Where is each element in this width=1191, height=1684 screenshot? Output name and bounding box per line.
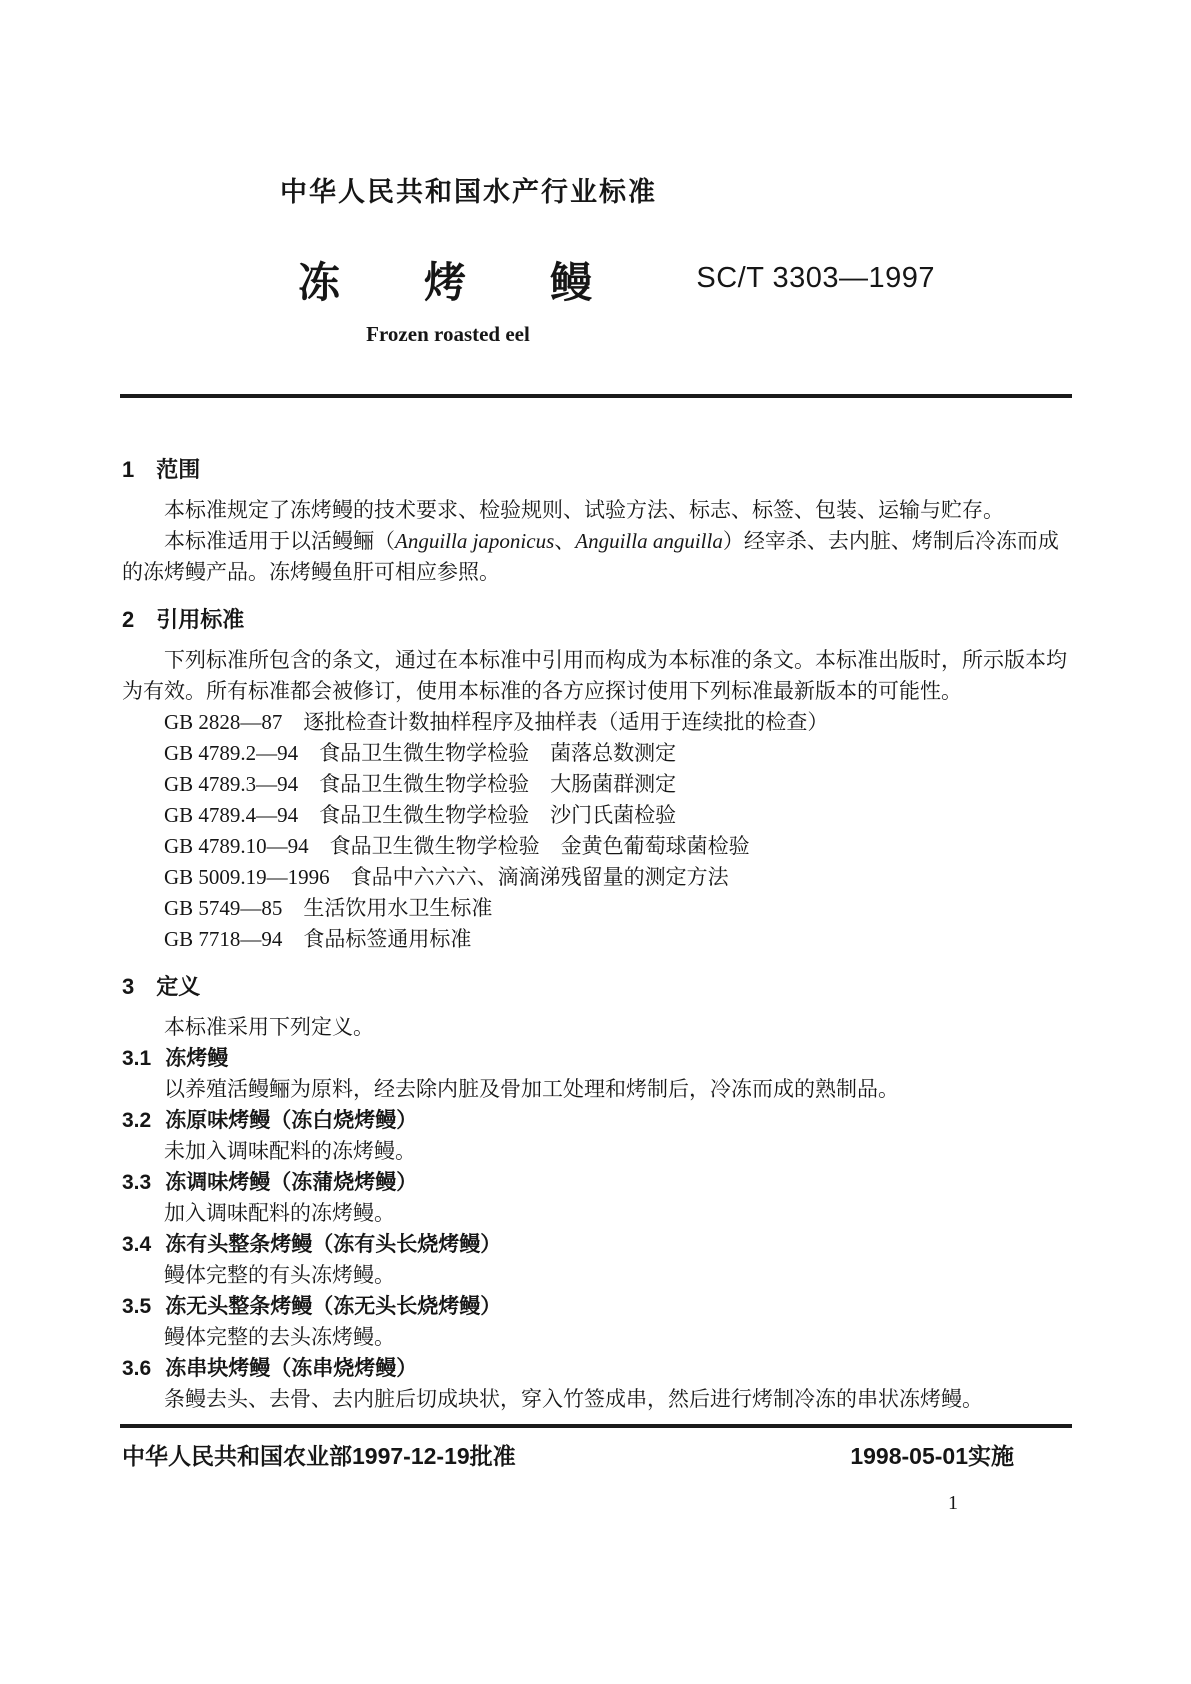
reference-item: GB 5749—85 生活饮用水卫生标准 <box>164 896 493 920</box>
definition-body: 鳗体完整的有头冻烤鳗。 <box>164 1263 395 1287</box>
scope-p2-tail: ）经宰杀、去内脏、烤制后冷冻而成的冻烤鳗产品。冻烤鳗鱼肝可相应参照。 <box>122 529 1059 584</box>
definition-number: 3.6 <box>122 1357 152 1380</box>
definition-term <box>122 1105 1072 1136</box>
references-intro: 下列标准所包含的条文，通过在本标准中引用而构成为本标准的条文。本标准出版时，所示版本均为有效。所有标准都会被修订，使用本标准的各方应探讨使用下列标准最新版本的可能性。 <box>122 648 1067 703</box>
reference-item: GB 4789.10—94 食品卫生微生物学检验 金黄色葡萄球菌检验 <box>164 834 750 858</box>
approval-note: 中华人民共和国农业部1997-12-19批准 <box>122 1443 516 1469</box>
definition-term <box>122 1353 1072 1384</box>
section-2-heading: 2 引用标准 <box>122 607 245 632</box>
reference-item: GB 5009.19—1996 食品中六六六、滴滴涕残留量的测定方法 <box>164 865 729 889</box>
definition-term <box>122 1229 1072 1260</box>
definition-term-label: 冻有头整条烤鳗（冻有头长烧烤鳗） <box>165 1233 502 1256</box>
scope-paragraph-2 <box>122 526 1072 588</box>
definition-term-label: 冻串块烤鳗（冻串烧烤鳗） <box>165 1357 418 1380</box>
definition-body: 以养殖活鳗鲡为原料，经去除内脏及骨加工处理和烤制后，冷冻而成的熟制品。 <box>164 1077 899 1101</box>
latin-species-name-2: Anguilla anguilla <box>575 529 723 553</box>
definition-body: 加入调味配料的冻烤鳗。 <box>164 1201 395 1225</box>
reference-item: GB 2828—87 逐批检查计数抽样程序及抽样表（适用于连续批的检查） <box>164 710 829 734</box>
header-rule <box>120 394 1072 398</box>
definition-term-label: 冻烤鳗 <box>165 1047 229 1070</box>
document-title-cn: 冻 烤 鳗 <box>298 259 593 306</box>
definition-term <box>122 1043 1072 1074</box>
section-3-heading: 3 定义 <box>122 974 201 999</box>
document-title-en: Frozen roasted eel <box>366 322 530 346</box>
definitions-intro: 本标准采用下列定义。 <box>164 1015 374 1039</box>
section-1-heading: 1 范围 <box>122 457 201 482</box>
reference-item: GB 7718—94 食品标签通用标准 <box>164 927 472 951</box>
definition-body: 鳗体完整的去头冻烤鳗。 <box>164 1325 395 1349</box>
definition-body: 条鳗去头、去骨、去内脏后切成块状，穿入竹签成串，然后进行烤制冷冻的串状冻烤鳗。 <box>164 1387 983 1411</box>
footer <box>122 1438 1014 1471</box>
definition-term <box>122 1291 1072 1322</box>
definition-number: 3.3 <box>122 1171 152 1194</box>
page-number: 1 <box>948 1492 958 1514</box>
implementation-note: 1998-05-01实施 <box>850 1443 1014 1469</box>
definition-term-label: 冻调味烤鳗（冻蒲烧烤鳗） <box>165 1171 418 1194</box>
definition-body: 未加入调味配料的冻烤鳗。 <box>164 1139 416 1163</box>
standard-category-header: 中华人民共和国水产行业标准 <box>280 177 657 207</box>
reference-item: GB 4789.3—94 食品卫生微生物学检验 大肠菌群测定 <box>164 772 677 796</box>
reference-item: GB 4789.2—94 食品卫生微生物学检验 菌落总数测定 <box>164 741 677 765</box>
reference-item: GB 4789.4—94 食品卫生微生物学检验 沙门氏菌检验 <box>164 803 677 827</box>
definition-number: 3.2 <box>122 1109 152 1132</box>
definition-number: 3.4 <box>122 1233 152 1256</box>
scope-p2-lead: 本标准适用于以活鳗鲡（ <box>164 529 395 553</box>
definition-term <box>122 1167 1072 1198</box>
definition-term-label: 冻原味烤鳗（冻白烧烤鳗） <box>165 1109 418 1132</box>
scope-p2-separator: 、 <box>554 529 576 553</box>
latin-species-name-1: Anguilla japonicus <box>395 529 555 553</box>
scope-paragraph-1: 本标准规定了冻烤鳗的技术要求、检验规则、试验方法、标志、标签、包装、运输与贮存。 <box>164 498 1004 522</box>
standard-number: SC/T 3303—1997 <box>696 262 935 294</box>
definition-number: 3.1 <box>122 1047 152 1070</box>
definition-term-label: 冻无头整条烤鳗（冻无头长烧烤鳗） <box>165 1295 502 1318</box>
definition-number: 3.5 <box>122 1295 152 1318</box>
footer-rule <box>120 1424 1072 1428</box>
document-body <box>122 448 1072 1415</box>
